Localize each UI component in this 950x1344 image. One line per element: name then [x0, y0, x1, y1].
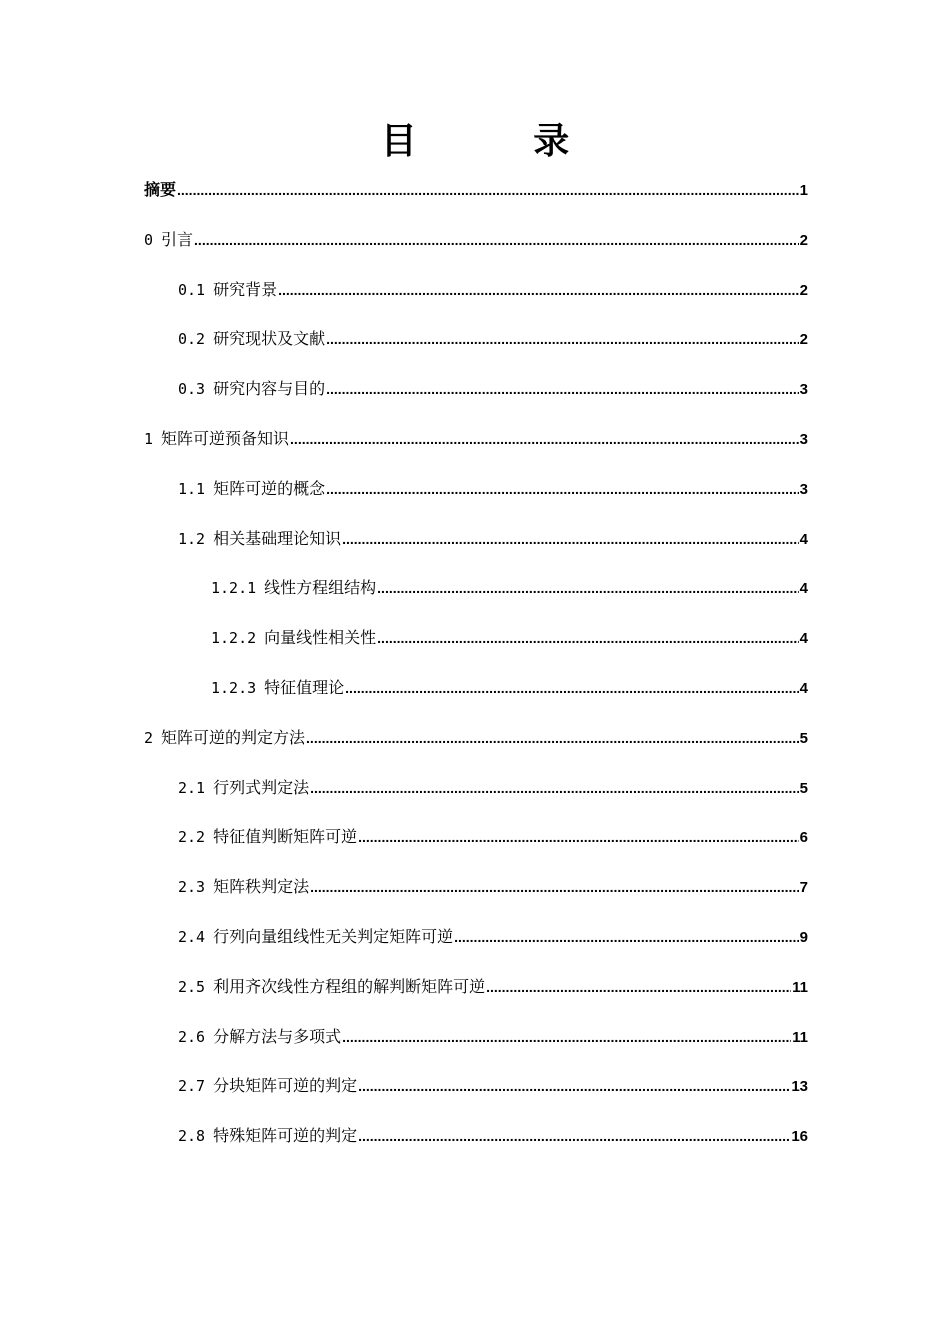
toc-entry-title: 矩阵可逆的概念 — [213, 478, 326, 498]
toc-dot-leader — [310, 867, 799, 908]
toc-entry-title: 矩阵可逆预备知识 — [161, 428, 290, 448]
toc-entry[interactable] — [144, 469, 808, 519]
toc-entry-title: 利用齐次线性方程组的解判断矩阵可逆 — [213, 976, 486, 996]
toc-dot-leader — [486, 967, 791, 1008]
toc-entry-page-number: 2 — [799, 231, 808, 249]
toc-dot-leader — [342, 1017, 791, 1058]
toc-entry-page-number: 1 — [799, 182, 808, 199]
toc-entry[interactable] — [144, 618, 808, 668]
toc-dot-leader — [194, 220, 799, 261]
toc-dot-leader — [177, 170, 799, 211]
toc-entry[interactable] — [144, 319, 808, 369]
toc-entry-title: 向量线性相关性 — [264, 628, 377, 648]
toc-entry-page-number: 3 — [799, 381, 808, 399]
toc-entry-title: 线性方程组结构 — [264, 578, 377, 598]
toc-entry-number: 1.2.2 — [211, 629, 257, 648]
toc-entry[interactable] — [144, 967, 808, 1017]
toc-entry[interactable] — [144, 917, 808, 967]
toc-entry-page-number: 4 — [799, 580, 808, 598]
toc-entry-title: 相关基础理论知识 — [213, 528, 342, 548]
toc-entry-number: 2.3 — [178, 878, 206, 897]
toc-entry-number: 2.1 — [178, 778, 206, 797]
toc-dot-leader — [310, 768, 799, 809]
toc-dot-leader — [358, 817, 799, 858]
toc-entry-title: 研究内容与目的 — [213, 379, 326, 399]
toc-entry-page-number: 2 — [799, 281, 808, 299]
toc-dot-leader — [377, 568, 798, 609]
toc-entry-title: 行列向量组线性无关判定矩阵可逆 — [213, 926, 454, 946]
toc-dot-leader — [326, 469, 799, 510]
toc-entry-number: 2 — [144, 728, 154, 747]
toc-entry[interactable] — [144, 1066, 808, 1116]
toc-entry-page-number: 3 — [799, 480, 808, 498]
toc-title: 目 录 — [380, 121, 622, 162]
toc-dot-leader — [345, 668, 798, 709]
toc-entry-title: 分块矩阵可逆的判定 — [213, 1076, 358, 1096]
toc-entry-page-number: 6 — [799, 829, 808, 847]
toc-dot-leader — [377, 618, 798, 659]
toc-dot-leader — [454, 917, 799, 958]
toc-entry[interactable] — [144, 270, 808, 320]
toc-entry-title: 摘要 — [144, 180, 177, 199]
toc-entry-page-number: 7 — [799, 879, 808, 897]
toc-entry-number: 1.2.3 — [211, 678, 257, 697]
toc-dot-leader — [306, 718, 799, 759]
toc-entry-page-number: 3 — [799, 430, 808, 448]
toc-entry-title: 研究现状及文献 — [213, 329, 326, 349]
toc-entry[interactable] — [144, 369, 808, 419]
toc-dot-leader — [358, 1116, 790, 1157]
toc-entry[interactable] — [144, 867, 808, 917]
toc-entry[interactable] — [144, 1017, 808, 1067]
toc-entry-title: 特殊矩阵可逆的判定 — [213, 1126, 358, 1146]
toc-entry-number: 2.2 — [178, 828, 206, 847]
toc-entry-title: 引言 — [161, 229, 194, 249]
toc-entry-title: 矩阵可逆的判定方法 — [161, 727, 306, 747]
toc-entry-number: 2.4 — [178, 927, 206, 946]
toc-entry-page-number: 5 — [799, 729, 808, 747]
toc-entry-number: 2.6 — [178, 1027, 206, 1046]
toc-entry-page-number: 2 — [799, 331, 808, 349]
toc-entry-number: 0.2 — [178, 330, 206, 349]
toc-entry-page-number: 11 — [792, 978, 808, 996]
toc-entry[interactable] — [144, 568, 808, 618]
toc-entry-page-number: 4 — [799, 630, 808, 648]
toc-entry-title: 研究背景 — [213, 279, 278, 299]
toc-entry[interactable] — [144, 768, 808, 818]
toc-entry-number: 1 — [144, 429, 154, 448]
toc-entry-number: 1.2.1 — [211, 579, 257, 598]
toc-entry-title: 分解方法与多项式 — [213, 1026, 342, 1046]
toc-entry[interactable] — [144, 668, 808, 718]
toc-dot-leader — [358, 1066, 790, 1107]
toc-entry-number: 2.5 — [178, 977, 206, 996]
toc-entry-title: 特征值理论 — [264, 677, 345, 697]
toc-entry-number: 1.2 — [178, 529, 206, 548]
toc-entry[interactable] — [144, 220, 808, 270]
toc-entry-page-number: 13 — [791, 1078, 808, 1096]
toc-entry-number: 0 — [144, 230, 154, 249]
toc-dot-leader — [290, 419, 799, 460]
toc-entry-number: 0.1 — [178, 280, 206, 299]
toc-entry-page-number: 16 — [791, 1128, 808, 1146]
toc-entry-page-number: 4 — [799, 679, 808, 697]
toc-dot-leader — [326, 369, 799, 410]
toc-dot-leader — [342, 519, 799, 560]
toc-entry-title: 特征值判断矩阵可逆 — [213, 827, 358, 847]
toc-entry[interactable] — [144, 817, 808, 867]
toc-entry-page-number: 9 — [799, 928, 808, 946]
toc-entry-number: 0.3 — [178, 380, 206, 399]
toc-entry[interactable] — [144, 419, 808, 469]
toc-entry-page-number: 11 — [792, 1028, 808, 1046]
toc-entry[interactable] — [144, 519, 808, 569]
toc-entry[interactable] — [144, 718, 808, 768]
toc-dot-leader — [326, 319, 799, 360]
toc-entry-title: 行列式判定法 — [213, 777, 310, 797]
toc-entry-title: 矩阵秩判定法 — [213, 877, 310, 897]
toc-entry-number: 2.8 — [178, 1127, 206, 1146]
table-of-contents — [144, 170, 808, 1166]
toc-entry[interactable] — [144, 1116, 808, 1166]
toc-entry-page-number: 5 — [799, 779, 808, 797]
toc-entry-number: 2.7 — [178, 1077, 206, 1096]
toc-entry-number: 1.1 — [178, 479, 206, 498]
toc-entry[interactable] — [144, 170, 808, 220]
toc-dot-leader — [278, 270, 799, 311]
toc-entry-page-number: 4 — [799, 530, 808, 548]
